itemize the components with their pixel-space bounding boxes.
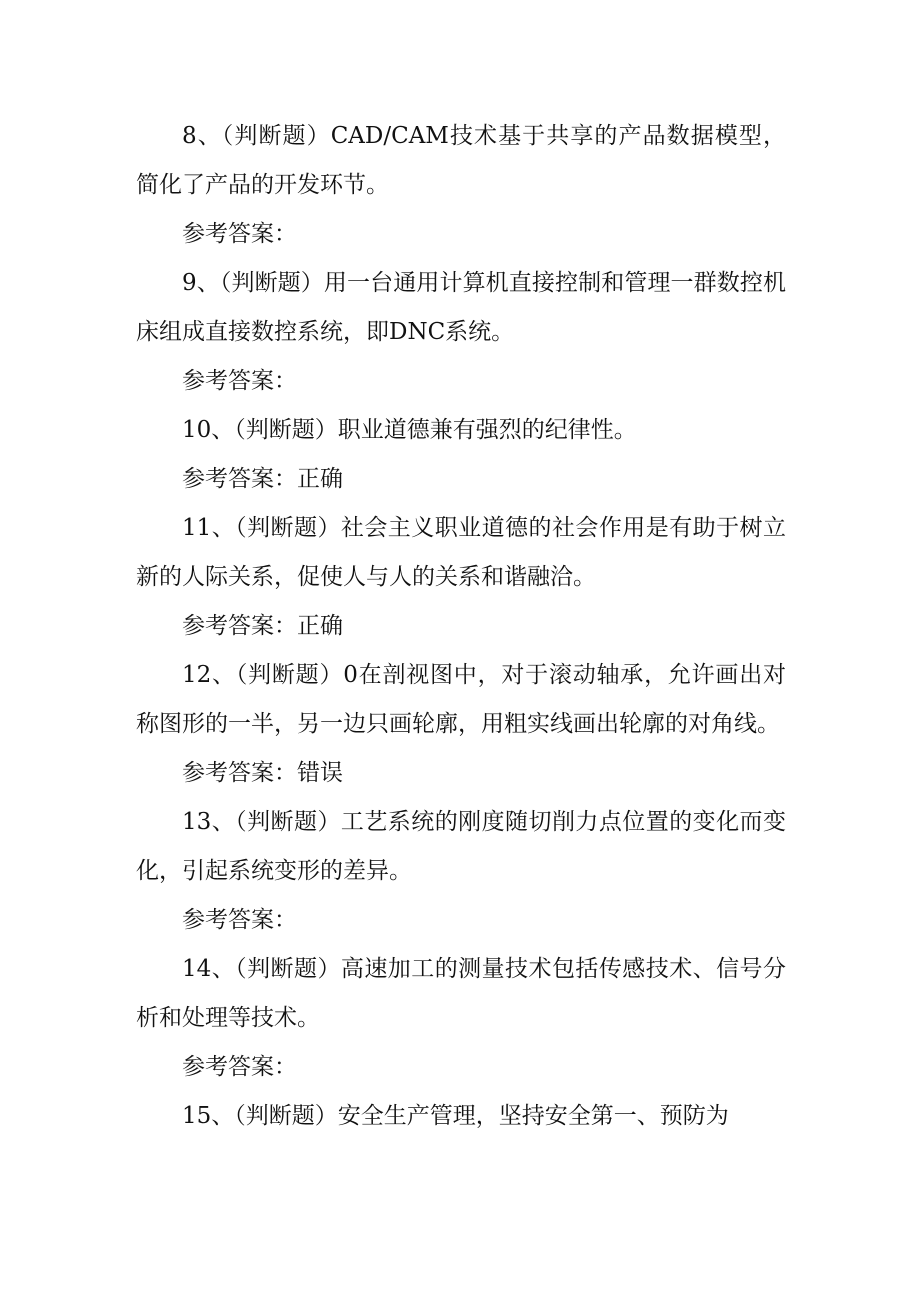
answer-12: 参考答案：错误 — [182, 760, 343, 786]
question-9: 9、（判断题）用一台通用计算机直接控制和管理一群数控机床组成直接数控系统，即DNC系统。 — [136, 270, 786, 345]
answer-11: 参考答案：正确 — [182, 613, 343, 639]
question-13: 13、（判断题）工艺系统的刚度随切削力点位置的变化而变化，引起系统变形的差异。 — [136, 809, 786, 884]
answer-14: 参考答案： — [182, 1054, 297, 1080]
answer-8: 参考答案： — [182, 221, 297, 247]
answer-10: 参考答案：正确 — [182, 466, 343, 492]
answer-9: 参考答案： — [182, 368, 297, 394]
question-10: 10、（判断题）职业道德兼有强烈的纪律性。 — [182, 417, 637, 443]
question-15: 15、（判断题）安全生产管理，坚持安全第一、预防为 — [182, 1103, 729, 1129]
question-11: 11、（判断题）社会主义职业道德的社会作用是有助于树立新的人际关系，促使人与人的关系和谐融洽。 — [136, 515, 786, 590]
question-14: 14、（判断题）高速加工的测量技术包括传感技术、信号分析和处理等技术。 — [136, 956, 786, 1031]
question-8: 8、（判断题）CAD/CAM技术基于共享的产品数据模型，简化了产品的开发环节。 — [136, 123, 786, 198]
answer-13: 参考答案： — [182, 907, 297, 933]
question-12: 12、（判断题）0在剖视图中，对于滚动轴承，允许画出对称图形的一半，另一边只画轮廓，用粗实线画出轮廓的对角线。 — [136, 662, 786, 737]
question-list — [136, 112, 786, 1141]
